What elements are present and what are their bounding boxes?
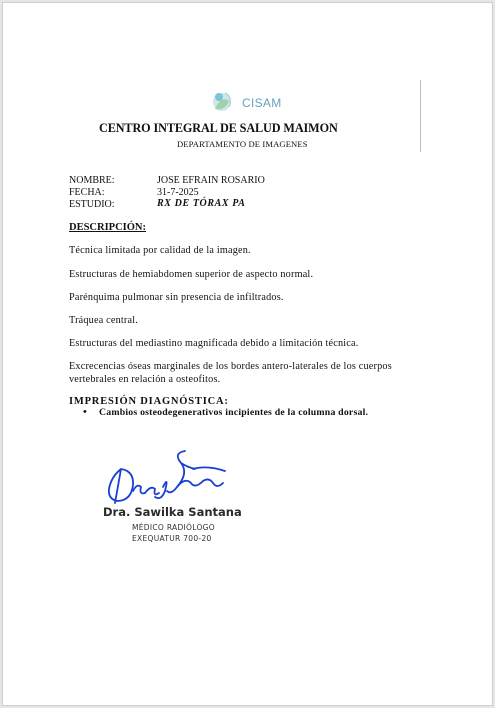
- description-paragraph: Técnica limitada por calidad de la imagen.: [69, 245, 251, 256]
- date-label: FECHA:: [69, 187, 105, 198]
- description-paragraph: Parénquima pulmonar sin presencia de infiltrados.: [69, 292, 284, 303]
- institution-title: CENTRO INTEGRAL DE SALUD MAIMON: [99, 121, 338, 135]
- department-title: DEPARTAMENTO DE IMAGENES: [177, 139, 308, 149]
- signer-license: EXEQUATUR 700-20: [132, 534, 212, 543]
- description-paragraph: Estructuras de hemiabdomen superior de aspecto normal.: [69, 269, 314, 280]
- date-value: 31-7-2025: [157, 187, 199, 198]
- impression-item: • Cambios osteodegenerativos incipientes de la columna dorsal.: [83, 407, 368, 418]
- study-value: RX DE TÓRAX PA: [157, 198, 246, 209]
- document-page: [2, 2, 493, 706]
- name-label: NOMBRE:: [69, 175, 115, 186]
- description-paragraph: Tráquea central.: [69, 315, 139, 326]
- handwritten-signature-icon: [103, 447, 233, 509]
- impression-list: [83, 407, 368, 418]
- name-value: JOSE EFRAIN ROSARIO: [157, 175, 265, 186]
- description-paragraph: Excrecencias óseas marginales de los bordes antero-laterales de los cuerpos vertebrales en relación a osteofitos.: [69, 361, 392, 385]
- description-paragraph: Estructuras del mediastino magnificada debido a limitación técnica.: [69, 338, 359, 349]
- study-label: ESTUDIO:: [69, 199, 115, 210]
- signer-title: MÉDICO RADIÓLOGO: [132, 523, 215, 532]
- logo-text: CISAM: [242, 96, 282, 110]
- description-heading: DESCRIPCIÓN:: [69, 222, 147, 233]
- impression-heading: IMPRESIÓN DIAGNÓSTICA:: [69, 396, 229, 407]
- margin-rule: [420, 80, 421, 152]
- signer-name: Dra. Sawilka Santana: [103, 505, 242, 519]
